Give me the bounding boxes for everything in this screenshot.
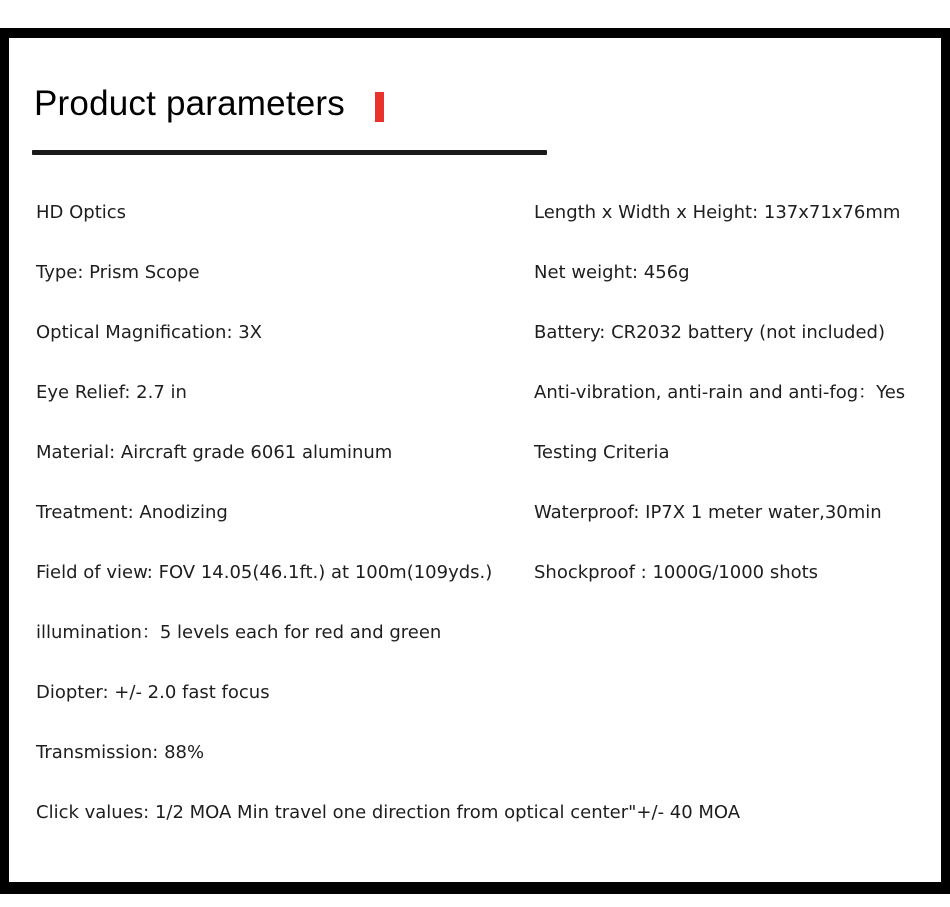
spec-item: HD Optics	[36, 202, 127, 223]
spec-item: Optical Magnification: 3X	[36, 322, 263, 343]
spec-item: Click values: 1/2 MOA Min travel one direction from optical center"+/- 40 MOA	[36, 802, 741, 823]
title-underline	[32, 150, 547, 155]
spec-item: Diopter: +/- 2.0 fast focus	[36, 682, 270, 703]
spec-item: Shockproof : 1000G/1000 shots	[534, 562, 819, 583]
spec-item: Net weight: 456g	[534, 262, 690, 283]
title-accent-bar	[375, 92, 384, 122]
spec-item: Type: Prism Scope	[36, 262, 200, 283]
spec-item: illumination：5 levels each for red and green	[36, 622, 442, 643]
spec-item: Transmission: 88%	[36, 742, 205, 763]
spec-item: Waterproof: IP7X 1 meter water,30min	[534, 502, 882, 523]
spec-item: Testing Criteria	[534, 442, 670, 463]
page-title: Product parameters	[34, 84, 345, 123]
spec-item: Material: Aircraft grade 6061 aluminum	[36, 442, 393, 463]
spec-item: Treatment: Anodizing	[36, 502, 228, 523]
spec-item: Eye Relief: 2.7 in	[36, 382, 187, 403]
spec-item: Field of view: FOV 14.05(46.1ft.) at 100m(109yds.)	[36, 562, 493, 583]
spec-item: Length x Width x Height: 137x71x76mm	[534, 202, 901, 223]
spec-item: Anti-vibration, anti-rain and anti-fog：Yes	[534, 382, 906, 403]
spec-item: Battery: CR2032 battery (not included)	[534, 322, 886, 343]
spec-list-right	[534, 198, 905, 618]
